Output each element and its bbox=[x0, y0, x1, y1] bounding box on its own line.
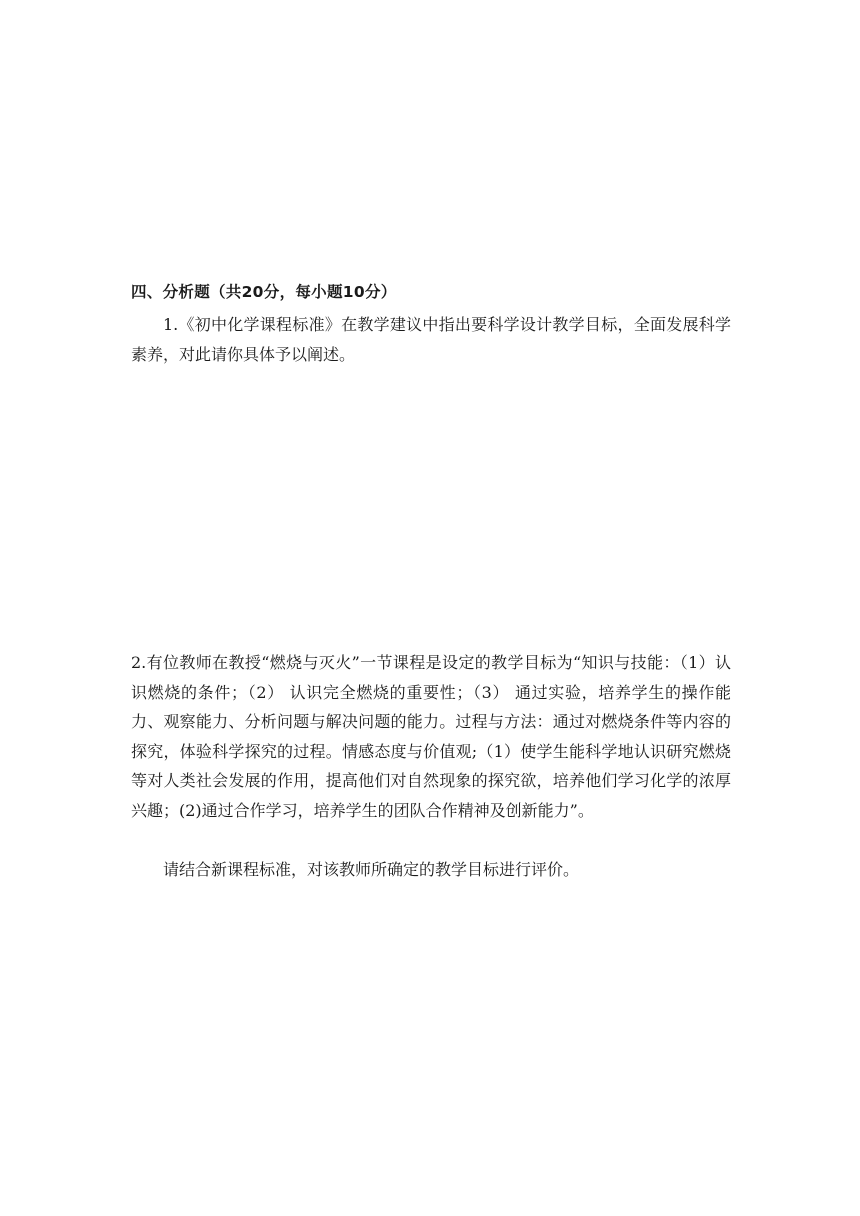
question-1-text: 1.《初中化学课程标准》在教学建议中指出要科学设计教学目标，全面发展科学素养，对此请你具体予以阐述。 bbox=[131, 315, 731, 364]
section-heading: 四、分析题（共20分，每小题10分） bbox=[131, 283, 397, 301]
question-1-answer-space bbox=[131, 375, 731, 625]
question-2-answer-space bbox=[131, 900, 731, 1180]
question-2-case-text: 2.有位教师在教授“燃烧与灭火”一节课程是设定的教学目标为“知识与技能：（1）认识燃烧的条件；（2） 认识完全燃烧的重要性；（3） 通过实验，培养学生的操作能力、观察能力、分析问题与解决问题的能力。过程与方法：通过对燃烧条件等内容的探究，体验科学探究的过程。情感态度与价值观;（1）使学生能科学地认识研究燃烧等对人类社会发展的作用，提高他们对自然现象的探究欲，培养他们学习化学的浓厚兴趣；(2)通过合作学习，培养学生的团队合作精神及创新能力”。 bbox=[131, 653, 731, 820]
question-2-prompt: 请结合新课程标准，对该教师所确定的教学目标进行评价。 bbox=[163, 860, 580, 879]
